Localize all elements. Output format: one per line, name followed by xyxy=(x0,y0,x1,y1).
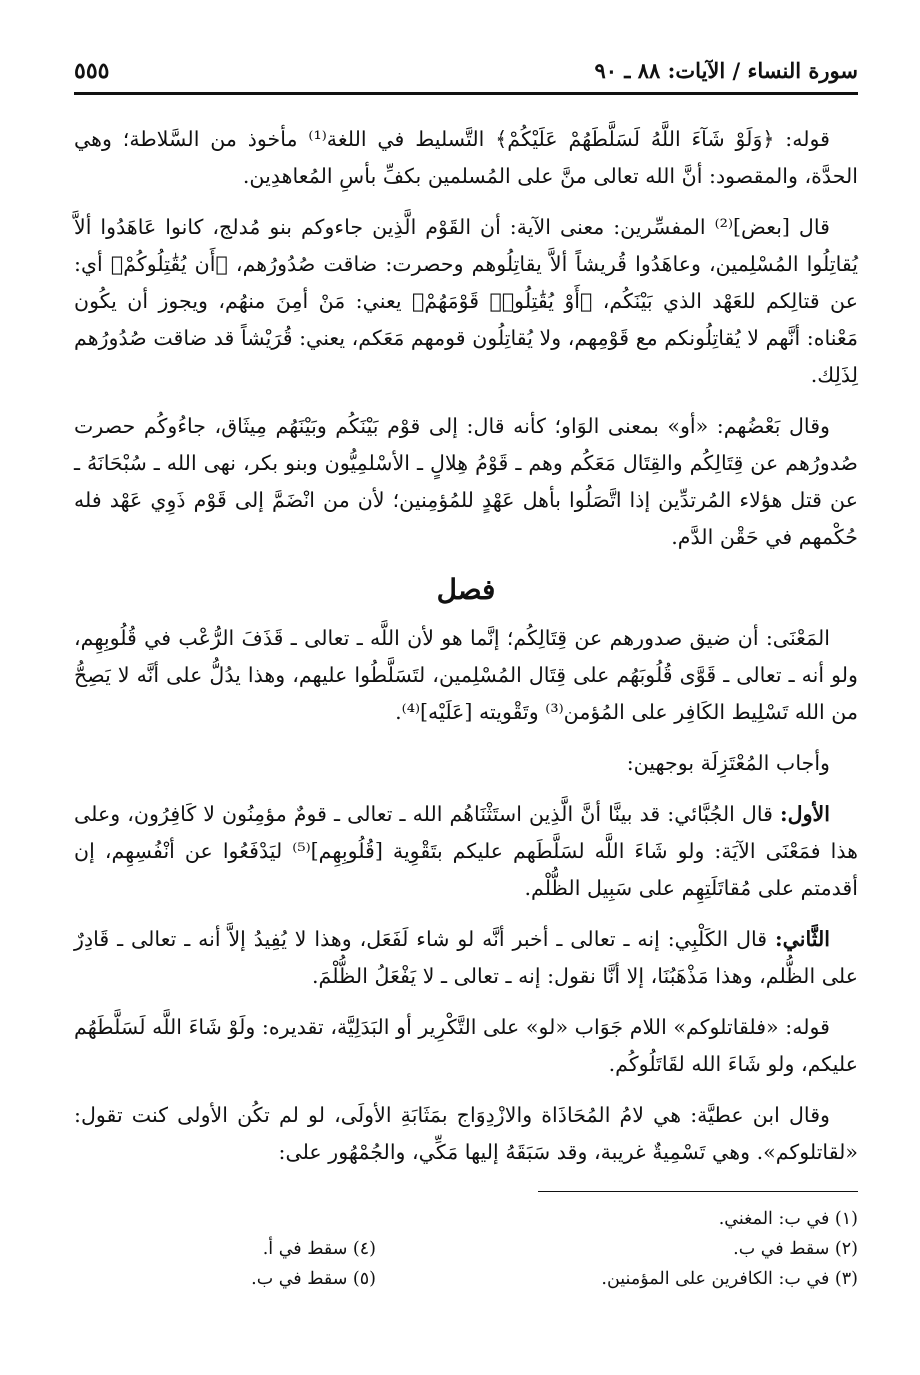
footnotes-right-column xyxy=(486,1204,858,1294)
first-answer-text: قال الجُبَّائي: قد بينَّا أنَّ الَّذِين استَثْنَاهُم الله ـ تعالى ـ قومٌ مؤمِنُون لا كَافِرُون، وعلى هذا فمَعْنَى الآيَة: ولو شَاءَ اللَّه لسَلَّطَهم عليكم بتَقْوِية [قُلُوبِهِم]⁽⁵⁾ ليَدْفَعُوا عن أنْفُسِهِم، إن أقدمتم على مُقاتَلَتِهِم على سَبِيل الظُّلْم. xyxy=(74,802,859,900)
paragraph-6 xyxy=(74,796,858,907)
footnote-3: (٣) في ب: الكافرين على المؤمنين. xyxy=(601,1269,858,1289)
paragraph-2: قال [بعض]⁽²⁾ المفسِّرين: معنى الآية: أن القَوْم الَّذِين جاءوكم بنو مُدلج، كانوا عَاهَدُوا ألاَّ يُقاتِلُوا المُسْلِمين، وعاهَدُوا قُريشاً ألاَّ يقاتِلُوهم وحصرت: ضاقت صُدُورُهم، ﴿أَن يُقَٰتِلُوكُمْ﴾ أي: عن قتالِكم للعَهْد الذي بَيْنَكُم، ﴿أَوْ يُقَٰتِلُوا۟ قَوْمَهُمْ﴾ يعني: مَنْ أمِنَ منهُم، ويجوز أن يكُون مَعْناه: أنَّهم لا يُقاتِلُونكم مع قَوْمِهم، ولا يُقاتِلُون قومهم مَعَكم، يعني: قُرَيْشاً قد ضاقت صُدُورُهم لِذَلِك. xyxy=(74,215,858,387)
paragraph-4: المَعْنَى: أن ضيق صدورهم عن قِتَالِكُم؛ إنَّما هو لأن اللَّه ـ تعالى ـ قَذَفَ الرُّعْب في قُلُوبِهِم، ولو أنه ـ تعالى ـ قَوَّى قُلُوبَهُم على قِتَال المُسْلِمين، لتَسَلَّطُوا عليهم، وهذا يدُلُّ على أنَّه لا يَصِحُّ من الله تَسْلِيط الكَافِر على المُؤمن⁽³⁾ وتَقْويته [عَلَيْه]⁽⁴⁾. xyxy=(74,626,858,724)
footnote-rule xyxy=(538,1191,858,1192)
paragraph-9: وقال ابن عطيَّة: هي لامُ المُحَاذَاة والازْدِوَاج بمَثَابَةِ الأولَى، لو لم تكُن الأولى كنت تقول: «لقاتلوكم». وهي تَسْمِيةٌ غريبة، وقد سَبَقَهُ إليها مَكِّي، والجُمْهُور على: xyxy=(74,1103,858,1164)
second-answer-text: قال الكَلْبِي: إنه ـ تعالى ـ أخبر أنَّه لو شاء لَفَعَل، وهذا لا يُفِيدُ إلاَّ أنه ـ تعالى ـ قَادِرٌ على الظُّلم، وهذا مَذْهَبُنَا، إلا أنَّا نقول: إنه ـ تعالى ـ لا يَفْعَلُ الظُّلْمَ. xyxy=(74,927,858,988)
footnotes xyxy=(74,1204,858,1294)
footnote-2: (٢) سقط في ب. xyxy=(733,1239,858,1259)
paragraph-1: قوله: ﴿وَلَوْ شَآءَ اللَّهُ لَسَلَّطَهُمْ عَلَيْكُمْ﴾ التَّسليط في اللغة⁽¹⁾ مأخوذ من السَّلاطة؛ وهي الحدَّة، والمقصود: أنَّ الله تعالى منَّ على المُسلمين بكفِّ بأسِ المُعاهدِين. xyxy=(74,127,858,188)
header-rule xyxy=(74,92,858,95)
section-heading: فصل xyxy=(436,573,496,606)
second-answer-label: الثَّاني: xyxy=(775,927,830,951)
paragraph-5: وأجاب المُعْتَزِلَة بوجهين: xyxy=(626,751,830,775)
footnote-4: (٤) سقط في أ. xyxy=(262,1239,376,1259)
paragraph-7 xyxy=(74,921,858,995)
footnotes-left-column xyxy=(74,1204,446,1294)
paragraph-3: وقال بَعْضُهم: «أو» بمعنى الوَاو؛ كأنه قال: إلى قوْم بَيْنَكُم وبَيْنَهُم مِيثَاق، جاءُوكُم حصرت صُدورُهم عن قِتَالِكُم والقِتَال مَعَكُم وهم ـ قَوْمُ هِلالٍ ـ الأسْلمِيُّون وبنو بكر، نهى الله ـ سُبْحَانَهُ ـ عن قتل هؤلاء المُرتدِّين إذا اتَّصَلُوا بأهل عَهْدٍ للمُؤمِنين؛ لأن من انْضَمَّ إلى قَوْم ذَوِي عَهْد فله حُكْمهم في حَقْن الدَّم. xyxy=(74,414,858,549)
main-text xyxy=(74,121,858,1171)
running-header xyxy=(74,58,858,90)
footnote-5: (٥) سقط في ب. xyxy=(251,1269,376,1289)
footnote-1: (١) في ب: المغني. xyxy=(718,1209,858,1229)
paragraph-8: قوله: «فلقاتلوكم» اللام جَوَاب «لو» على التَّكْرِير أو البَدَلِيَّة، تقديره: ولَوْ شَاءَ اللَّه لَسَلَّطَهُم عليكم، ولو شَاءَ الله لقَاتَلُوكُم. xyxy=(74,1015,858,1076)
first-answer-label: الأول: xyxy=(780,802,830,826)
page-number: ٥٥٥ xyxy=(74,58,110,84)
header-title: سورة النساء / الآيات: ٨٨ ـ ٩٠ xyxy=(594,58,858,83)
